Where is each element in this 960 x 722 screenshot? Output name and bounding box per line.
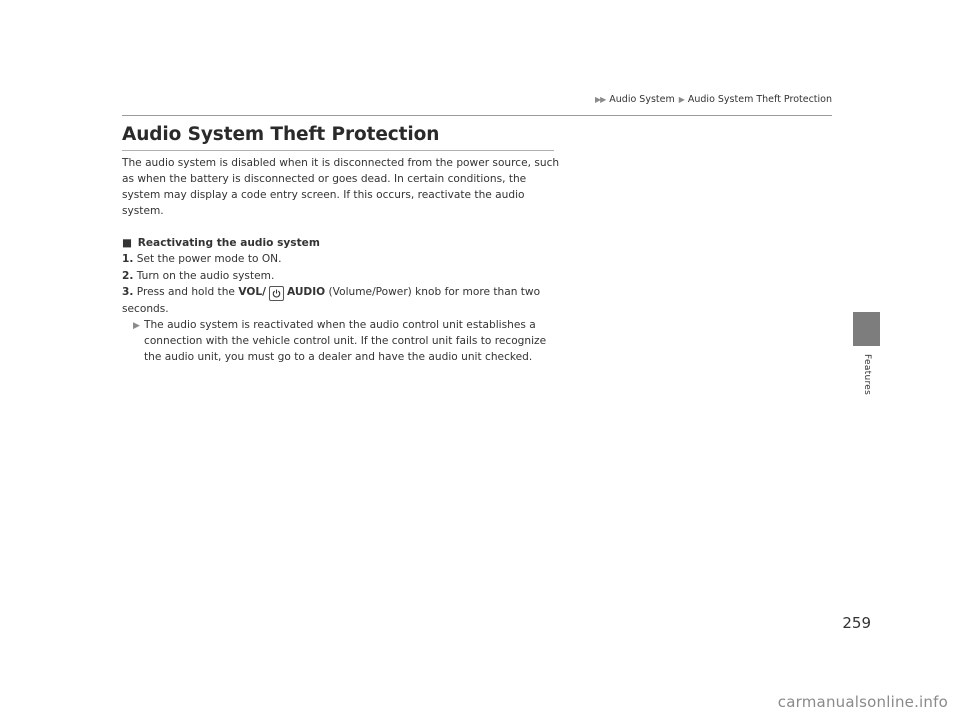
title-underline <box>122 150 554 151</box>
result-text: The audio system is reactivated when the audio control unit establishes a connection with the vehicle control unit. If the control unit fails to recognize the audio unit, you must go to a dealer and have the audio unit checked. <box>144 318 547 363</box>
square-bullet-icon: ■ <box>122 237 133 250</box>
section-label: Features <box>862 354 872 396</box>
step-text: Set the power mode to ON. <box>136 253 282 266</box>
vol-label: VOL/ <box>238 285 266 298</box>
audio-label: AUDIO <box>286 285 326 298</box>
page-number: 259 <box>842 614 871 632</box>
breadcrumb-separator-icon: ▶ <box>678 95 685 104</box>
breadcrumb-arrows-icon: ▶▶ <box>594 95 606 104</box>
power-icon <box>269 286 284 301</box>
step-number: 3. <box>122 285 134 298</box>
intro-paragraph: The audio system is disabled when it is disconnected from the power source, such as when the battery is disconnected or goes dead. In certain conditions, the system may display a code entry screen. If this occurs, reactivate the audio system. <box>122 157 560 218</box>
page-title: Audio System Theft Protection <box>122 124 440 145</box>
step-2 <box>122 268 562 284</box>
step-number: 1. <box>122 253 134 266</box>
main-content <box>122 155 562 365</box>
section-subheading <box>122 235 562 251</box>
step-text: Turn on the audio system. <box>136 269 275 282</box>
step-result <box>122 317 562 365</box>
step-1 <box>122 251 562 267</box>
step-number: 2. <box>122 269 134 282</box>
step-3 <box>122 284 562 317</box>
section-tab <box>853 312 880 346</box>
watermark: carmanualsonline.info <box>777 693 948 711</box>
result-arrow-icon: ▶ <box>133 320 140 331</box>
breadcrumb-item-audio-system[interactable]: Audio System <box>609 94 675 105</box>
breadcrumb-item-theft-protection[interactable]: Audio System Theft Protection <box>687 94 832 105</box>
subheading-text: Reactivating the audio system <box>137 237 320 250</box>
step-text-post: (Volume/Power) knob for more than two seconds. <box>122 285 541 315</box>
step-text-pre: Press and hold the <box>136 285 239 298</box>
header-divider <box>122 115 832 116</box>
breadcrumb <box>595 94 832 105</box>
